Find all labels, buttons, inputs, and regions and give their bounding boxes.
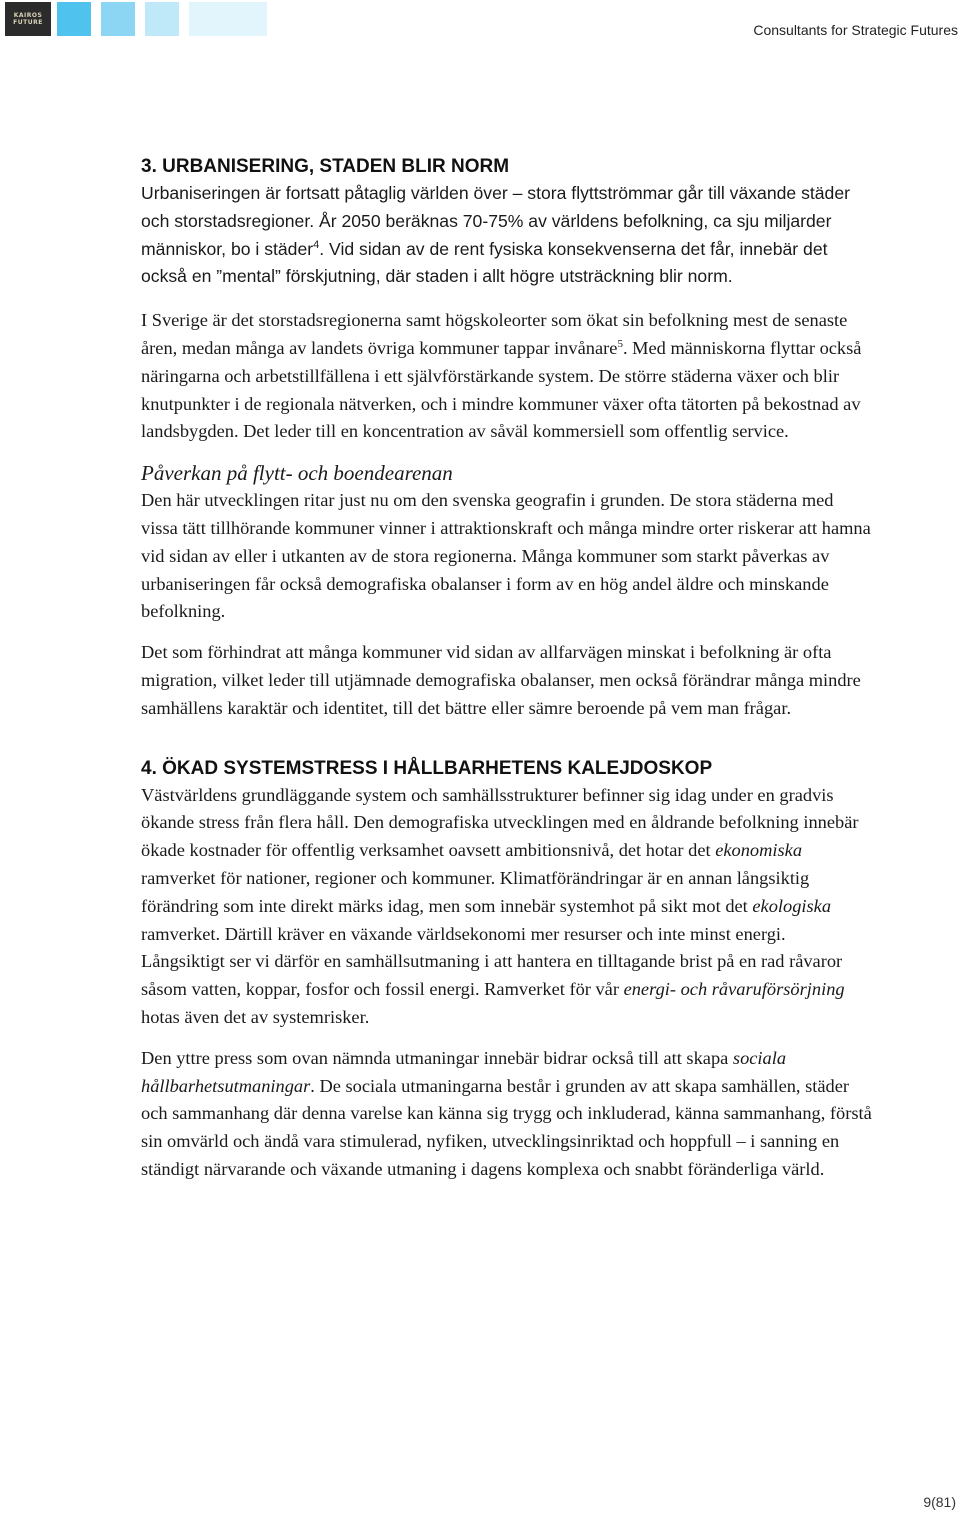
text-run: Urbaniseringen är fortsatt påtaglig världen över – stora flyttströmmar går till växande städer och storstadsregioner. År 2050 beräknas 70-75% av världens befolkning, ca sju miljarder människor, bo i städer — [141, 183, 850, 259]
footnote-ref-5: 5 — [617, 337, 623, 350]
text-run: I Sverige är det storstadsregionerna samt högskoleorter som ökat sin befolkning mest de senaste åren, medan många av landets övriga kommuner tappar invånare — [141, 310, 848, 358]
logo-line-2: FUTURE — [13, 19, 43, 26]
footnote-ref-4: 4 — [313, 238, 320, 251]
page-header — [0, 0, 960, 50]
header-tagline: Consultants for Strategic Futures — [753, 22, 958, 38]
text-run: Den yttre press som ovan nämnda utmaningar innebär bidrar också till att skapa — [141, 1047, 733, 1068]
text-run: . De sociala utmaningarna består i grunden av att skapa samhällen, städer och sammanhang där denna varelse kan känna sig trygg och inkluderad, känna sammanhang, förstå sin omvärld och ändå vara stimulerad, nyfiken, utvecklingsinriktad och hoppfull – i sanning en ständigt närvarande och växande utmaning i dagens komplexa och snabbt föränderliga värld. — [141, 1075, 872, 1179]
page-number: 9(81) — [923, 1494, 956, 1510]
emphasis-energi-ravaruforsorjning: energi- och råvaruförsörjning — [623, 979, 845, 1000]
text-run: Västvärldens grundläggande system och samhällsstrukturer befinner sig idag under en gradvis ökande stress från flera håll. Den demografiska utvecklingen med en åldrande befolkning innebär ökade kostnader för offentlig verksamhet oavsett ambitionsnivå, det hotar det — [141, 784, 859, 861]
emphasis-ekonomiska: ekonomiska — [715, 840, 803, 861]
color-swatch-3 — [145, 2, 179, 36]
subheading-flytt-boende: Påverkan på flytt- och boendearenan — [141, 461, 453, 486]
document-body — [141, 154, 873, 1197]
section-3-paragraph-2 — [141, 307, 873, 446]
kairos-future-logo — [5, 2, 51, 36]
text-run: . Med människorna flyttar också näringarna och arbetstillfällena i ett självförstärkande system. De större städerna växer och blir knutpunkter i de regionala nätverken, och i mindre kommuner växer ofta tätorten på bekostnad av landsbygden. Det leder till en koncentration av såväl kommersiell som offentlig service. — [141, 337, 862, 442]
emphasis-sociala-hallbarhetsutmaningar: sociala hållbarhetsutmaningar — [141, 1047, 787, 1096]
section-3-heading: 3. URBANISERING, STADEN BLIR NORM — [141, 156, 510, 177]
text-run: hotas även det av systemrisker. — [141, 1006, 370, 1027]
section-4-heading: 4. ÖKAD SYSTEMSTRESS I HÅLLBARHETENS KALEJDOSKOP — [141, 757, 713, 779]
logo-line-1: KAIROS — [13, 12, 43, 19]
color-swatch-1 — [57, 2, 91, 36]
text-run: ramverket. Därtill kräver en växande världsekonomi mer resurser och inte minst energi. Långsiktigt ser vi därför en samhällsutmaning i att hantera en tilltagande brist på en rad råvaror såsom vatten, koppar, fosfor och fossil energi. Ramverket för vår — [141, 923, 843, 1000]
section-3-paragraph-3: Den här utvecklingen ritar just nu om den svenska geografin i grunden. De stora städerna med vissa tätt tillhörande kommuner vinner i attraktionskraft och många mindre orter riskerar att hamna vid sidan av eller i utkanten av de stora regionerna. Många kommuner som starkt påverkas av urbaniseringen får också demografiska obalanser i form av en hög andel äldre och minskande befolkning. — [141, 490, 871, 622]
emphasis-ekologiska: ekologiska — [752, 895, 832, 916]
section-4-paragraph-1 — [141, 782, 873, 1032]
section-3-paragraph-1 — [141, 180, 873, 291]
section-3-paragraph-4: Det som förhindrat att många kommuner vid sidan av allfarvägen minskat i befolkning är ofta migration, vilket leder till utjämnade demografiska obalanser, men också förändrar många mindre samhällens karaktär och identitet, till det bättre eller sämre beroende på vem man frågar. — [141, 642, 861, 718]
text-run: ramverket för nationer, regioner och kommuner. Klimatförändringar är en annan långsiktig förändring som inte direkt märks idag, men som innebär systemhot på sikt mot det — [141, 867, 810, 916]
section-4-paragraph-2 — [141, 1045, 873, 1184]
color-swatch-4 — [189, 2, 267, 36]
color-swatch-2 — [101, 2, 135, 36]
text-run: . Vid sidan av de rent fysiska konsekvenserna det får, innebär det också en ”mental” förskjutning, där staden i allt högre utsträckning blir norm. — [141, 238, 828, 287]
